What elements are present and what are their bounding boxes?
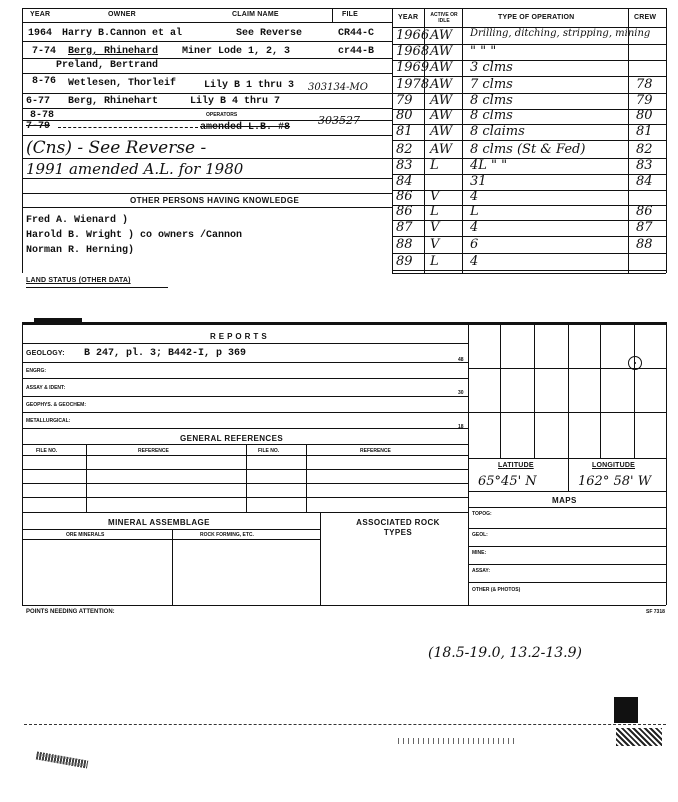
maps-assay: ASSAY: <box>472 568 491 574</box>
longitude-label: LONGITUDE <box>592 462 636 469</box>
points-needing-attention: POINTS NEEDING ATTENTION: <box>26 609 115 615</box>
owner-row-5-year: 6-77 <box>26 96 51 107</box>
header-year: YEAR <box>30 11 51 18</box>
activity-status: AW <box>430 124 453 139</box>
activity-year: 1978 <box>396 77 430 92</box>
header-owner: OWNER <box>108 11 136 18</box>
activity-year: 87 <box>396 220 413 235</box>
activity-type: 31 <box>470 174 487 189</box>
activity-type: 8 claims <box>470 124 525 139</box>
activity-status: AW <box>430 44 453 59</box>
header-crew: CREW <box>634 14 657 21</box>
knowledge-line-1: Fred A. Wienard ) <box>26 215 129 226</box>
owner-row-6-year: 8-78 <box>30 110 55 121</box>
maps-geol: GEOL: <box>472 532 488 538</box>
knowledge-title: OTHER PERSONS HAVING KNOWLEDGE <box>130 196 300 205</box>
header-year-2: YEAR <box>398 14 419 21</box>
general-ref-col-ref-1: REFERENCE <box>138 448 169 454</box>
owner-row-7-file: 303527 <box>318 114 360 127</box>
rock-forming-label: ROCK FORMING, ETC. <box>200 532 254 538</box>
activity-year: 83 <box>396 158 413 173</box>
handwritten-note-2: 1991 amended A.L. for 1980 <box>26 160 244 178</box>
activity-type: 8 clms (St & Fed) <box>470 142 586 157</box>
handwritten-note-1: (Cns) - See Reverse - <box>26 138 207 158</box>
owner-row-1-file: CR44-C <box>338 28 375 39</box>
owner-row-4-claim: Lily B 1 thru 3 <box>204 80 295 91</box>
activity-type: L <box>470 204 479 219</box>
activity-status: AW <box>430 28 453 43</box>
activity-crew: 86 <box>636 204 653 219</box>
grid-number-48: 48 <box>458 357 464 363</box>
owner-row-4-year: 8-76 <box>32 76 57 87</box>
owner-row-5-owner: Berg, Rhinehart <box>68 96 159 107</box>
activity-year: 80 <box>396 108 413 123</box>
activity-crew: 84 <box>636 174 653 189</box>
owner-row-7-claim: amended L.B. #8 <box>200 122 291 133</box>
activity-crew: 82 <box>636 142 653 157</box>
activity-year: 82 <box>396 142 413 157</box>
general-ref-col-file-2: FILE NO. <box>258 448 280 454</box>
owner-row-1-claim: See Reverse <box>236 28 303 39</box>
owner-row-3-owner: Preland, Bertrand <box>56 60 159 71</box>
activity-type: 8 clms <box>470 108 513 123</box>
activity-crew: 87 <box>636 220 653 235</box>
reports-title: R E P O R T S <box>210 332 268 341</box>
engrg-label: ENGRG: <box>26 368 46 374</box>
grid-number-18: 18 <box>458 424 464 430</box>
owner-row-2-claim: Miner Lode 1, 2, 3 <box>182 46 291 57</box>
activity-crew: 80 <box>636 108 653 123</box>
activity-year: 88 <box>396 237 413 252</box>
coordinates-note: (18.5-19.0, 13.2-13.9) <box>428 645 582 661</box>
activity-year: 86 <box>396 204 413 219</box>
owner-row-2-owner: Berg, Rhinehard <box>68 46 159 57</box>
activity-year: 84 <box>396 174 413 189</box>
operators-label: OPERATORS <box>206 112 238 118</box>
activity-status: L <box>430 204 439 219</box>
activity-type: 7 clms <box>470 77 513 92</box>
owner-row-2-year: 7-74 <box>32 46 57 57</box>
owner-row-4-owner: Wetlesen, Thorleif <box>68 78 177 89</box>
associated-rock-types: ASSOCIATED ROCK TYPES <box>356 518 440 537</box>
metallurgical-label: METALLURGICAL: <box>26 418 71 424</box>
activity-status: L <box>430 254 439 269</box>
activity-year: 1966 <box>396 28 430 43</box>
geology-value: B 247, pl. 3; B442-I, p 369 <box>84 348 247 359</box>
activity-year: 79 <box>396 93 413 108</box>
activity-type: 4L " " <box>470 158 508 173</box>
grid-number-30: 30 <box>458 390 464 396</box>
activity-status: AW <box>430 108 453 123</box>
activity-crew: 83 <box>636 158 653 173</box>
activity-type: 4 <box>470 254 479 269</box>
header-type-operation: TYPE OF OPERATION <box>498 14 575 21</box>
maps-topog: TOPOG: <box>472 511 492 517</box>
activity-crew: 81 <box>636 124 653 139</box>
header-file: FILE <box>342 11 358 18</box>
activity-year: 86 <box>396 189 413 204</box>
form-number: SF 7318 <box>646 609 665 615</box>
activity-year: 1968 <box>396 44 430 59</box>
owner-row-2-file: cr44-B <box>338 46 375 57</box>
activity-crew: 88 <box>636 237 653 252</box>
activity-status: V <box>430 237 440 252</box>
knowledge-line-2: Harold B. Wright ) co owners /Cannon <box>26 230 243 241</box>
latitude-value: 65°45' N <box>478 474 537 489</box>
land-status-label: LAND STATUS (OTHER DATA) <box>26 277 131 284</box>
activity-status: V <box>430 189 440 204</box>
activity-type: 8 clms <box>470 93 513 108</box>
general-references-title: GENERAL REFERENCES <box>180 434 284 443</box>
activity-year: 1969 <box>396 60 430 75</box>
latitude-label: LATITUDE <box>498 462 534 469</box>
activity-crew: 79 <box>636 93 653 108</box>
geology-label: GEOLOGY: <box>26 350 65 357</box>
activity-type: 4 <box>470 220 479 235</box>
activity-crew: 78 <box>636 77 653 92</box>
activity-type: 3 clms <box>470 60 513 75</box>
knowledge-line-3: Norman R. Herning) <box>26 245 135 256</box>
activity-status: AW <box>430 93 453 108</box>
activity-status: AW <box>430 60 453 75</box>
activity-type: 4 <box>470 189 479 204</box>
owner-row-1-year: 1964 <box>28 28 53 39</box>
activity-status: L <box>430 158 439 173</box>
assay-ident-label: ASSAY & IDENT: <box>26 385 66 391</box>
owner-row-7-year: 7-79 <box>26 121 51 132</box>
activity-status: V <box>430 220 440 235</box>
header-claim-name: CLAIM NAME <box>232 11 279 18</box>
activity-status: AW <box>430 142 453 157</box>
header-active-idle: ACTIVE OR IDLE <box>430 12 458 24</box>
longitude-value: 162° 58' W <box>578 474 652 489</box>
activity-type: Drilling, ditching, stripping, mining <box>470 28 651 39</box>
activity-year: 81 <box>396 124 413 139</box>
general-ref-col-ref-2: REFERENCE <box>360 448 391 454</box>
maps-title: MAPS <box>552 496 577 505</box>
activity-year: 89 <box>396 254 413 269</box>
activity-type: 6 <box>470 237 479 252</box>
ore-minerals-label: ORE MINERALS <box>66 532 105 538</box>
owner-row-1-owner: Harry B.Cannon et al <box>62 28 183 39</box>
maps-other: OTHER (& PHOTOS) <box>472 587 521 593</box>
mineral-assemblage-title: MINERAL ASSEMBLAGE <box>108 518 210 527</box>
activity-type: " " " <box>470 44 497 59</box>
owner-row-4-file: 303134-MO <box>308 82 368 93</box>
geophys-label: GEOPHYS. & GEOCHEM: <box>26 402 87 408</box>
maps-mine: MINE: <box>472 550 487 556</box>
general-ref-col-file-1: FILE NO. <box>36 448 58 454</box>
owner-row-5-claim: Lily B 4 thru 7 <box>190 96 281 107</box>
location-marker-icon <box>628 356 642 370</box>
activity-status: AW <box>430 77 453 92</box>
